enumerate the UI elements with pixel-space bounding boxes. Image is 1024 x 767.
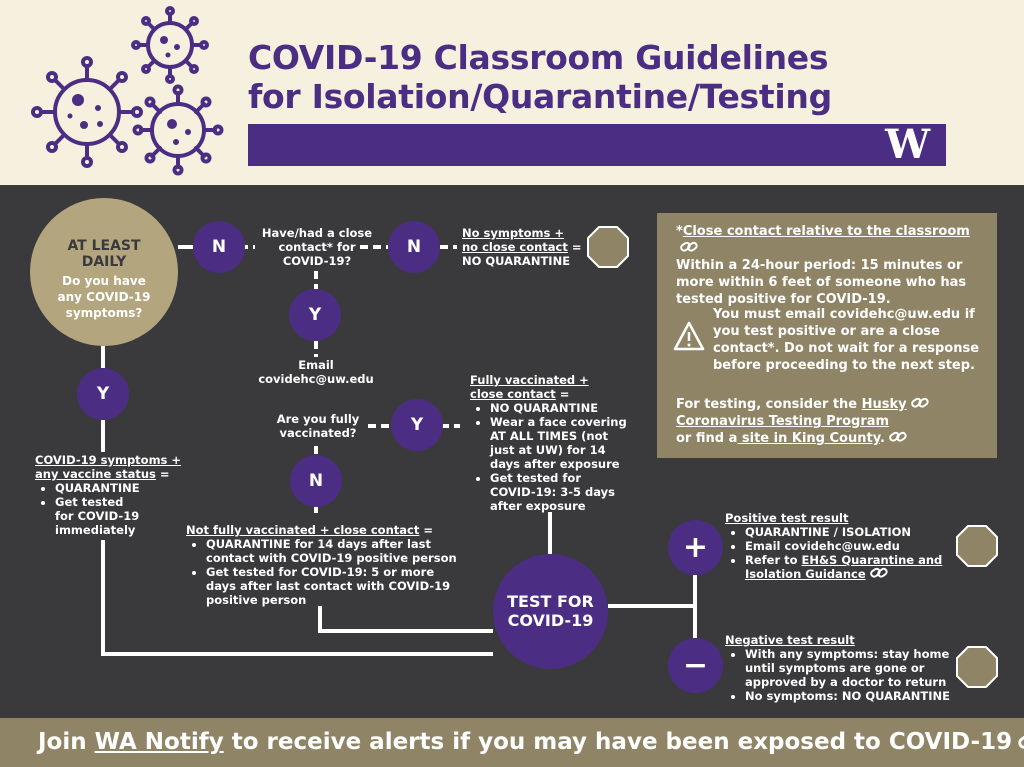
footer-text: Join WA Notify to receive alerts if you may have been exposed to COVID-19 xyxy=(38,727,1024,757)
negative-heading: Negative test result xyxy=(725,633,855,647)
list-item: • QUARANTINE / ISOLATION xyxy=(745,525,950,539)
positive-result xyxy=(725,511,950,581)
no-quarantine-result: No symptoms + no close contact = NO QUARANTINE xyxy=(462,226,582,268)
node-no-symptoms: N xyxy=(193,221,245,273)
test-for-covid: TEST FOR COVID-19 xyxy=(493,554,608,669)
not-vaccinated-heading: Not fully vaccinated + close contact = xyxy=(186,523,433,537)
stop-octagon-icon xyxy=(587,226,629,268)
list-item: • NO QUARANTINE xyxy=(490,401,630,415)
list-item: • Get tested for COVID-19: 3-5 days after exposure xyxy=(490,471,630,513)
node-positive: + xyxy=(668,520,723,575)
node-yes-close-contact: Y xyxy=(289,289,341,341)
list-item: • QUARANTINE for 14 days after last contact with COVID-19 positive person xyxy=(206,537,461,565)
close-contact-question: Have/had a close contact* for COVID-19? xyxy=(261,226,373,268)
node-yes-vaccinated: Y xyxy=(391,399,443,451)
positive-heading: Positive test result xyxy=(725,511,849,525)
vaccinated-heading: Fully vaccinated + close contact = xyxy=(470,373,589,401)
warning-icon xyxy=(673,321,705,351)
wa-notify-link[interactable]: WA Notify xyxy=(94,729,224,755)
symptoms-heading: COVID-19 symptoms + any vaccine status = xyxy=(35,453,182,481)
negative-result xyxy=(725,633,950,703)
list-item: • Wear a face covering AT ALL TIMES (not just at UW) for 14 days after exposure xyxy=(490,415,630,471)
list-item: • QUARANTINE xyxy=(55,481,185,495)
ehs-guidance-link[interactable]: EH&S Quarantine and xyxy=(801,553,943,567)
list-item: • Get tested for COVID-19 immediately xyxy=(55,495,145,537)
start-title: AT LEAST DAILY xyxy=(67,238,141,270)
list-item: • No symptoms: NO QUARANTINE xyxy=(745,689,950,703)
close-contact-definition: *Close contact relative to the classroom Within a 24-hour period: 15 minutes or more within 6 feet of someone who has tested positive for COVID-19. xyxy=(676,224,970,307)
king-county-link[interactable]: site in King County xyxy=(737,431,880,446)
uw-logo: W xyxy=(885,121,930,168)
link-icon[interactable] xyxy=(911,397,929,409)
email-warning: You must email covidehc@uw.edu if you test positive or are a close contact*. Do not wait for a response before proceeding to the next step. xyxy=(713,307,980,373)
title-line-1: COVID-19 Classroom Guidelines xyxy=(248,38,829,77)
list-item: • Email covidehc@uw.edu xyxy=(745,539,950,553)
link-icon[interactable] xyxy=(1018,733,1024,751)
footer xyxy=(0,718,1024,767)
stop-octagon-icon xyxy=(956,646,998,688)
ehs-guidance-link[interactable]: Isolation Guidance xyxy=(745,567,866,581)
stop-octagon-icon xyxy=(956,525,998,567)
title-line-2: for Isolation/Quarantine/Testing xyxy=(248,77,832,116)
node-not-vaccinated: N xyxy=(290,455,342,507)
testing-info: For testing, consider the Husky Coronavirus Testing Program or find a site in King County. xyxy=(676,396,976,447)
node-no-close-contact: N xyxy=(388,221,440,273)
list-item: • With any symptoms: stay home until symptoms are gone or approved by a doctor to return xyxy=(745,647,950,689)
link-icon[interactable] xyxy=(680,241,698,253)
vaccinated-result xyxy=(470,373,630,513)
node-yes-symptoms: Y xyxy=(77,368,129,420)
start-symptoms-check xyxy=(30,198,178,346)
close-contact-link[interactable]: Close contact relative to the classroom xyxy=(682,224,970,239)
husky-testing-link[interactable]: Husky xyxy=(861,397,907,412)
info-box xyxy=(657,213,997,458)
not-vaccinated-result xyxy=(186,523,461,607)
link-icon[interactable] xyxy=(870,567,888,579)
list-item: • Refer to EH&S Quarantine and Isolation Guidance xyxy=(745,553,950,581)
start-question: Do you have any COVID-19 symptoms? xyxy=(57,274,151,320)
vaccinated-question: Are you fully vaccinated? xyxy=(276,412,360,440)
symptoms-result xyxy=(35,453,185,537)
node-negative: − xyxy=(668,638,723,693)
husky-testing-link[interactable]: Coronavirus Testing Program xyxy=(676,414,890,429)
email-step: Email covidehc@uw.edu xyxy=(258,358,374,386)
list-item: • Get tested for COVID-19: 5 or more days after last contact with COVID-19 positive person xyxy=(206,565,461,607)
link-icon[interactable] xyxy=(889,431,907,443)
